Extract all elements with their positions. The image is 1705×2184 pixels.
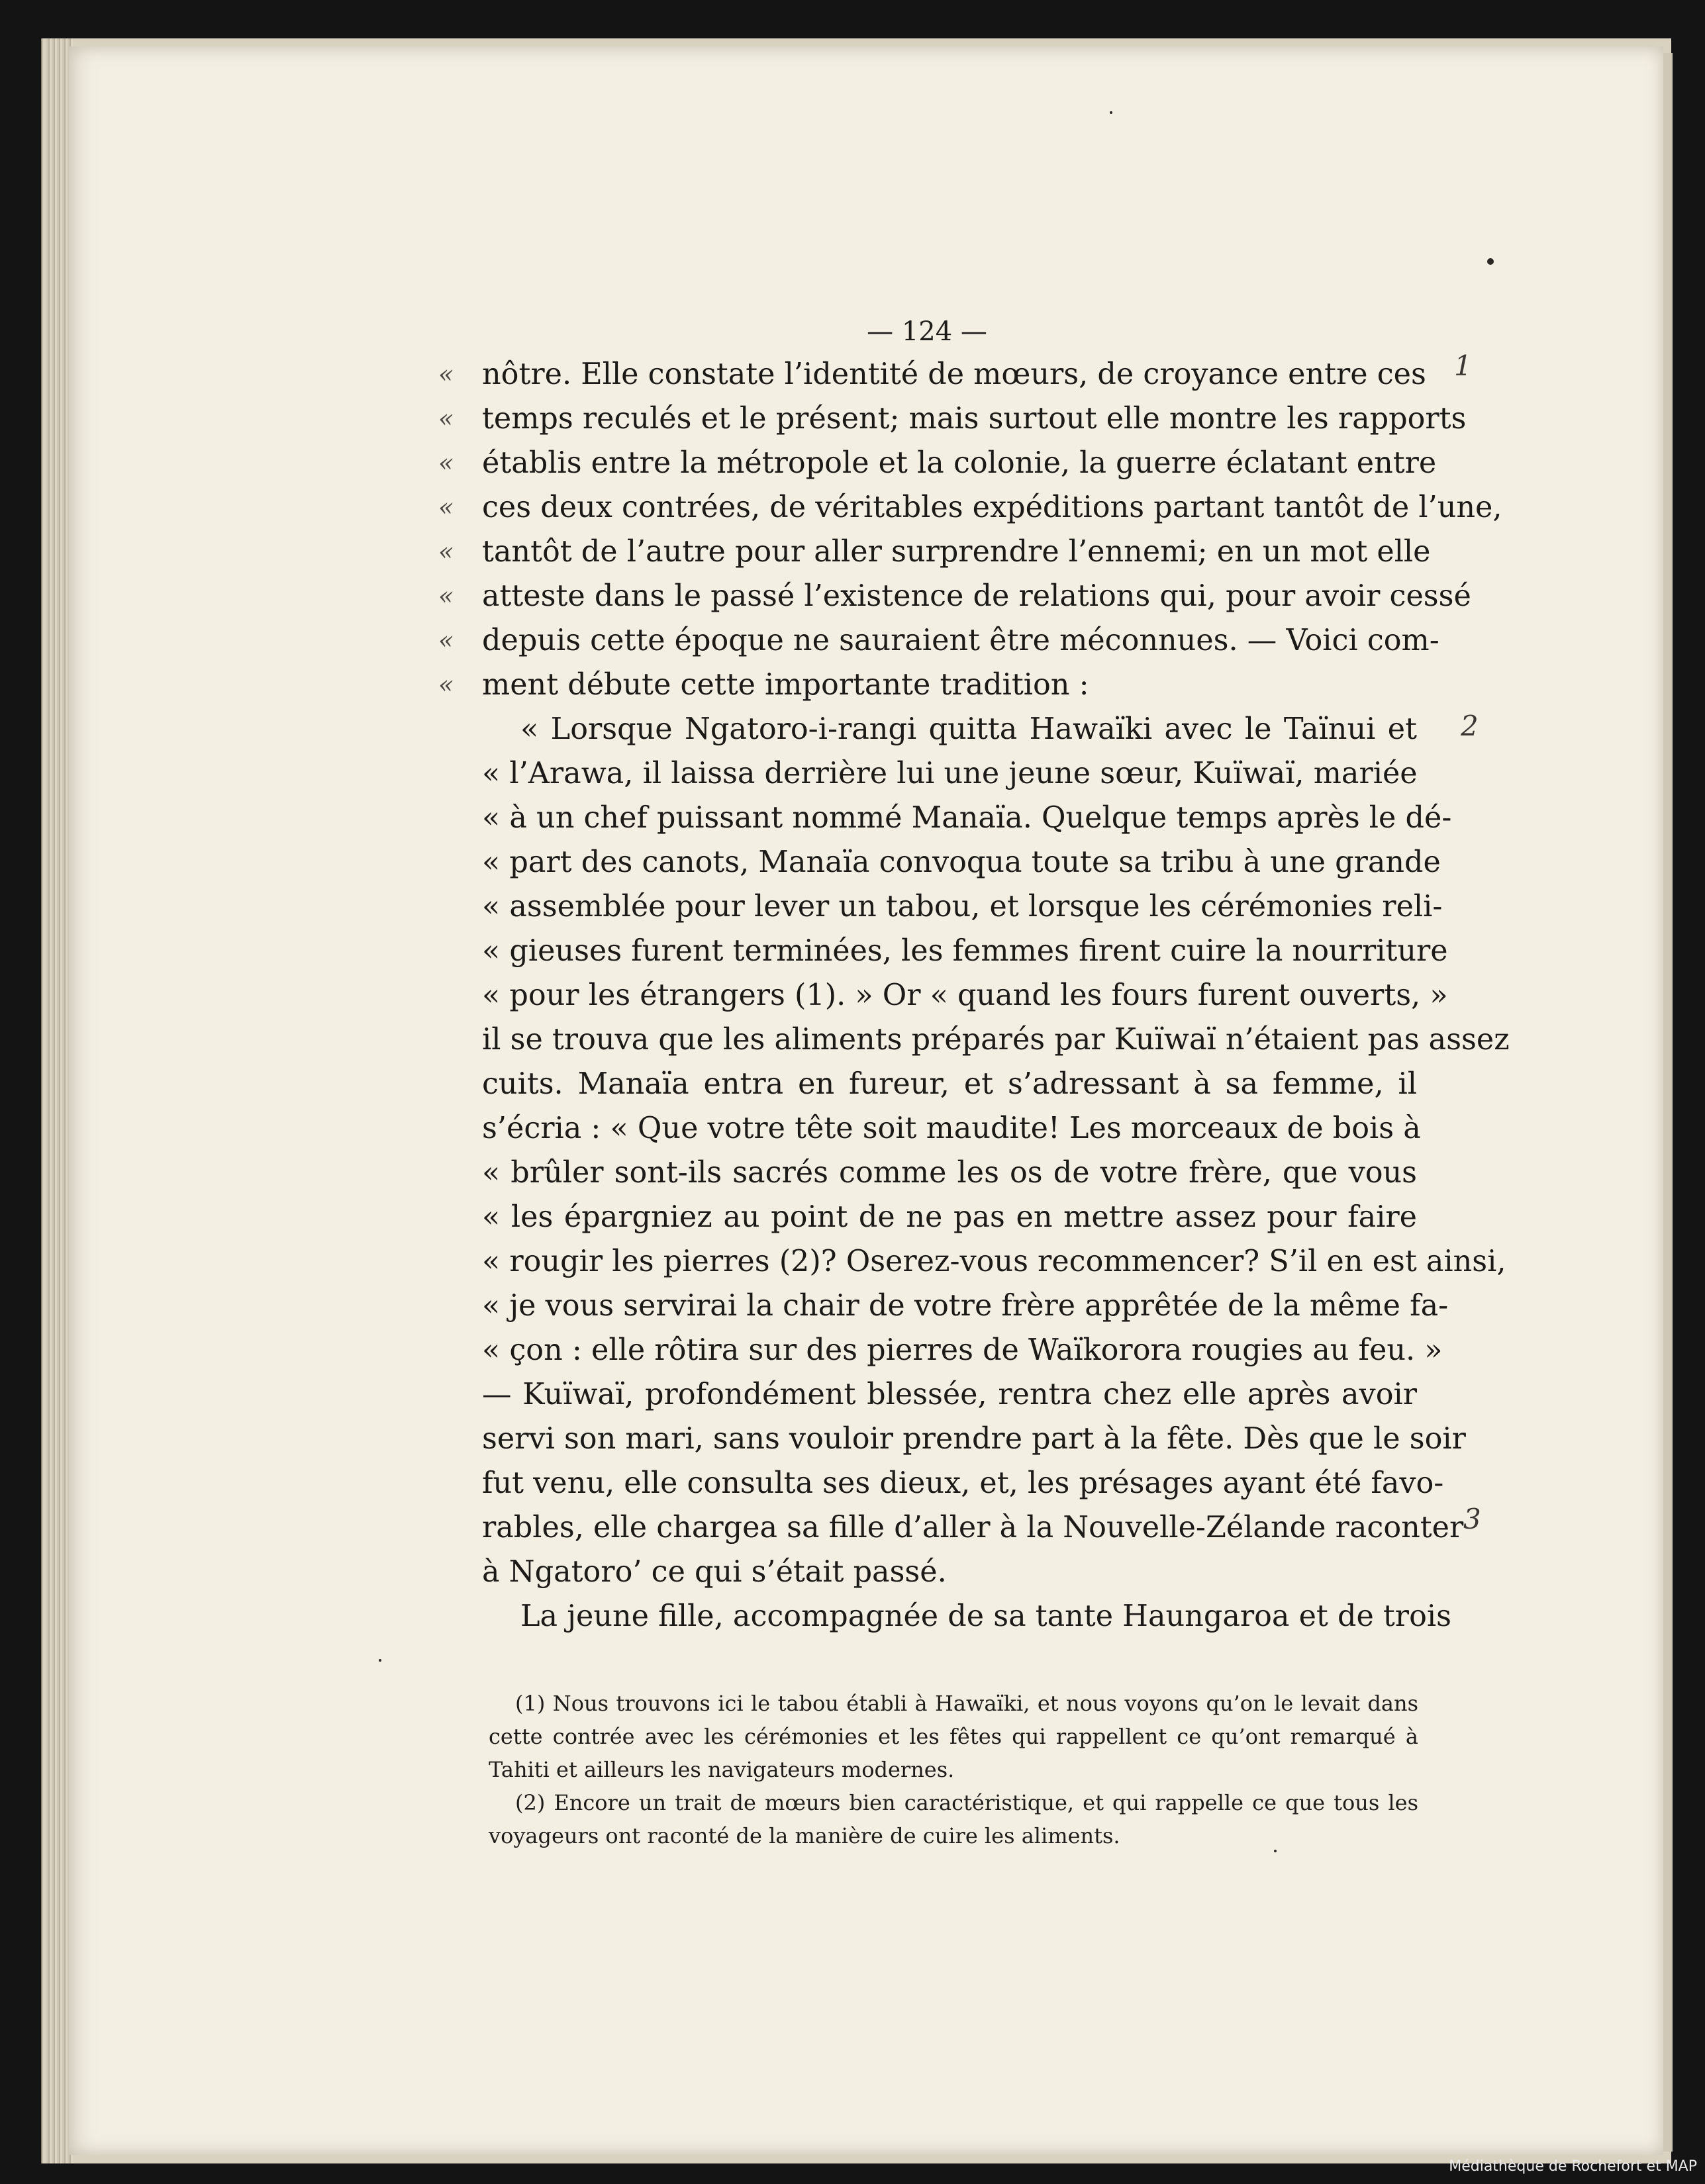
- text-line: cuits. Manaïa entra en fureur, et s’adressant à sa femme, il: [482, 1067, 1417, 1101]
- text-line: atteste dans le passé l’existence de relations qui, pour avoir cessé: [482, 579, 1471, 613]
- footnote-line: Tahiti et ailleurs les navigateurs modernes.: [489, 1757, 955, 1782]
- text-line: « pour les étrangers (1). » Or « quand les fours furent ouverts, »: [482, 978, 1448, 1012]
- margin-quote-mark: «: [438, 404, 454, 433]
- text-line: « assemblée pour lever un tabou, et lorsque les cérémonies reli-: [482, 890, 1443, 924]
- text-line: « rougir les pierres (2)? Oserez-vous recommencer? S’il en est ainsi,: [482, 1245, 1506, 1278]
- text-line: « brûler sont-ils sacrés comme les os de votre frère, que vous: [482, 1156, 1417, 1190]
- margin-note-2: 2: [1461, 710, 1479, 742]
- paper-speck: [1274, 1850, 1277, 1852]
- footnote-line: (1) Nous trouvons ici le tabou établi à Hawaïki, et nous voyons qu’on le levait dans: [515, 1691, 1418, 1716]
- paper-speck: [1487, 258, 1494, 265]
- paper-speck: [1110, 111, 1112, 114]
- text-line: servi son mari, sans vouloir prendre part à la fête. Dès que le soir: [482, 1422, 1466, 1456]
- watermark: Médiathèque de Rochefort et MAP: [1449, 2158, 1697, 2175]
- margin-quote-mark: «: [438, 670, 454, 699]
- text-line: à Ngatoro’ ce qui s’était passé.: [482, 1555, 947, 1589]
- margin-quote-mark: «: [438, 448, 454, 477]
- text-line: temps reculés et le présent; mais surtout elle montre les rapports: [482, 402, 1467, 436]
- text-line: ment débute cette importante tradition :: [482, 668, 1089, 702]
- margin-quote-mark: «: [438, 537, 454, 566]
- text-line: « les épargniez au point de ne pas en mettre assez pour faire: [482, 1200, 1417, 1234]
- text-line: — Kuïwaï, profondément blessée, rentra chez elle après avoir: [482, 1378, 1417, 1411]
- page-number: — 124 —: [867, 316, 987, 347]
- text-line: « gieuses furent terminées, les femmes firent cuire la nourriture: [482, 934, 1448, 968]
- margin-quote-mark: «: [438, 626, 454, 655]
- footnote-line: (2) Encore un trait de mœurs bien caractéristique, et qui rappelle ce que tous les: [515, 1790, 1418, 1815]
- margin-quote-mark: «: [438, 493, 454, 522]
- text-line: fut venu, elle consulta ses dieux, et, les présages ayant été favo-: [482, 1466, 1444, 1500]
- facing-page-edge: [1663, 53, 1673, 2152]
- margin-quote-mark: «: [438, 581, 454, 610]
- body-text: [482, 352, 1510, 1638]
- text-line: La jeune fille, accompagnée de sa tante Haungaroa et de trois: [520, 1599, 1451, 1633]
- margin-quote-mark: «: [438, 359, 454, 389]
- text-line: tantôt de l’autre pour aller surprendre l’ennemi; en un mot elle: [482, 535, 1431, 569]
- text-line: il se trouva que les aliments préparés par Kuïwaï n’étaient pas assez: [482, 1023, 1510, 1057]
- text-line: « Lorsque Ngatoro-i-rangi quitta Hawaïki avec le Taïnui et: [520, 712, 1417, 746]
- text-line: rables, elle chargea sa fille d’aller à la Nouvelle-Zélande raconter: [482, 1511, 1464, 1544]
- text-line: s’écria : « Que votre tête soit maudite! Les morceaux de bois à: [482, 1112, 1421, 1145]
- paper-speck: [379, 1659, 381, 1662]
- text-line: ces deux contrées, de véritables expéditions partant tantôt de l’une,: [482, 491, 1502, 524]
- margin-note-1: 1: [1454, 350, 1472, 382]
- margin-note-3: 3: [1463, 1503, 1481, 1535]
- text-line: « çon : elle rôtira sur des pierres de Waïkorora rougies au feu. »: [482, 1333, 1443, 1367]
- text-line: « part des canots, Manaïa convoqua toute sa tribu à une grande: [482, 845, 1441, 879]
- text-line: établis entre la métropole et la colonie, la guerre éclatant entre: [482, 446, 1437, 480]
- footnote-line: voyageurs ont raconté de la manière de cuire les aliments.: [489, 1823, 1120, 1848]
- left-margin-annotations: [438, 352, 471, 707]
- footnote-line: cette contrée avec les cérémonies et les fêtes qui rappellent ce qu’ont remarqué à: [489, 1724, 1418, 1749]
- text-line: « l’Arawa, il laissa derrière lui une jeune sœur, Kuïwaï, mariée: [482, 757, 1418, 790]
- text-line: depuis cette époque ne sauraient être méconnues. — Voici com-: [482, 624, 1439, 657]
- text-line: « je vous servirai la chair de votre frère apprêtée de la même fa-: [482, 1289, 1449, 1323]
- text-line: nôtre. Elle constate l’identité de mœurs, de croyance entre ces: [482, 357, 1426, 391]
- text-line: « à un chef puissant nommé Manaïa. Quelque temps après le dé-: [482, 801, 1452, 835]
- footnotes: [489, 1687, 1418, 1852]
